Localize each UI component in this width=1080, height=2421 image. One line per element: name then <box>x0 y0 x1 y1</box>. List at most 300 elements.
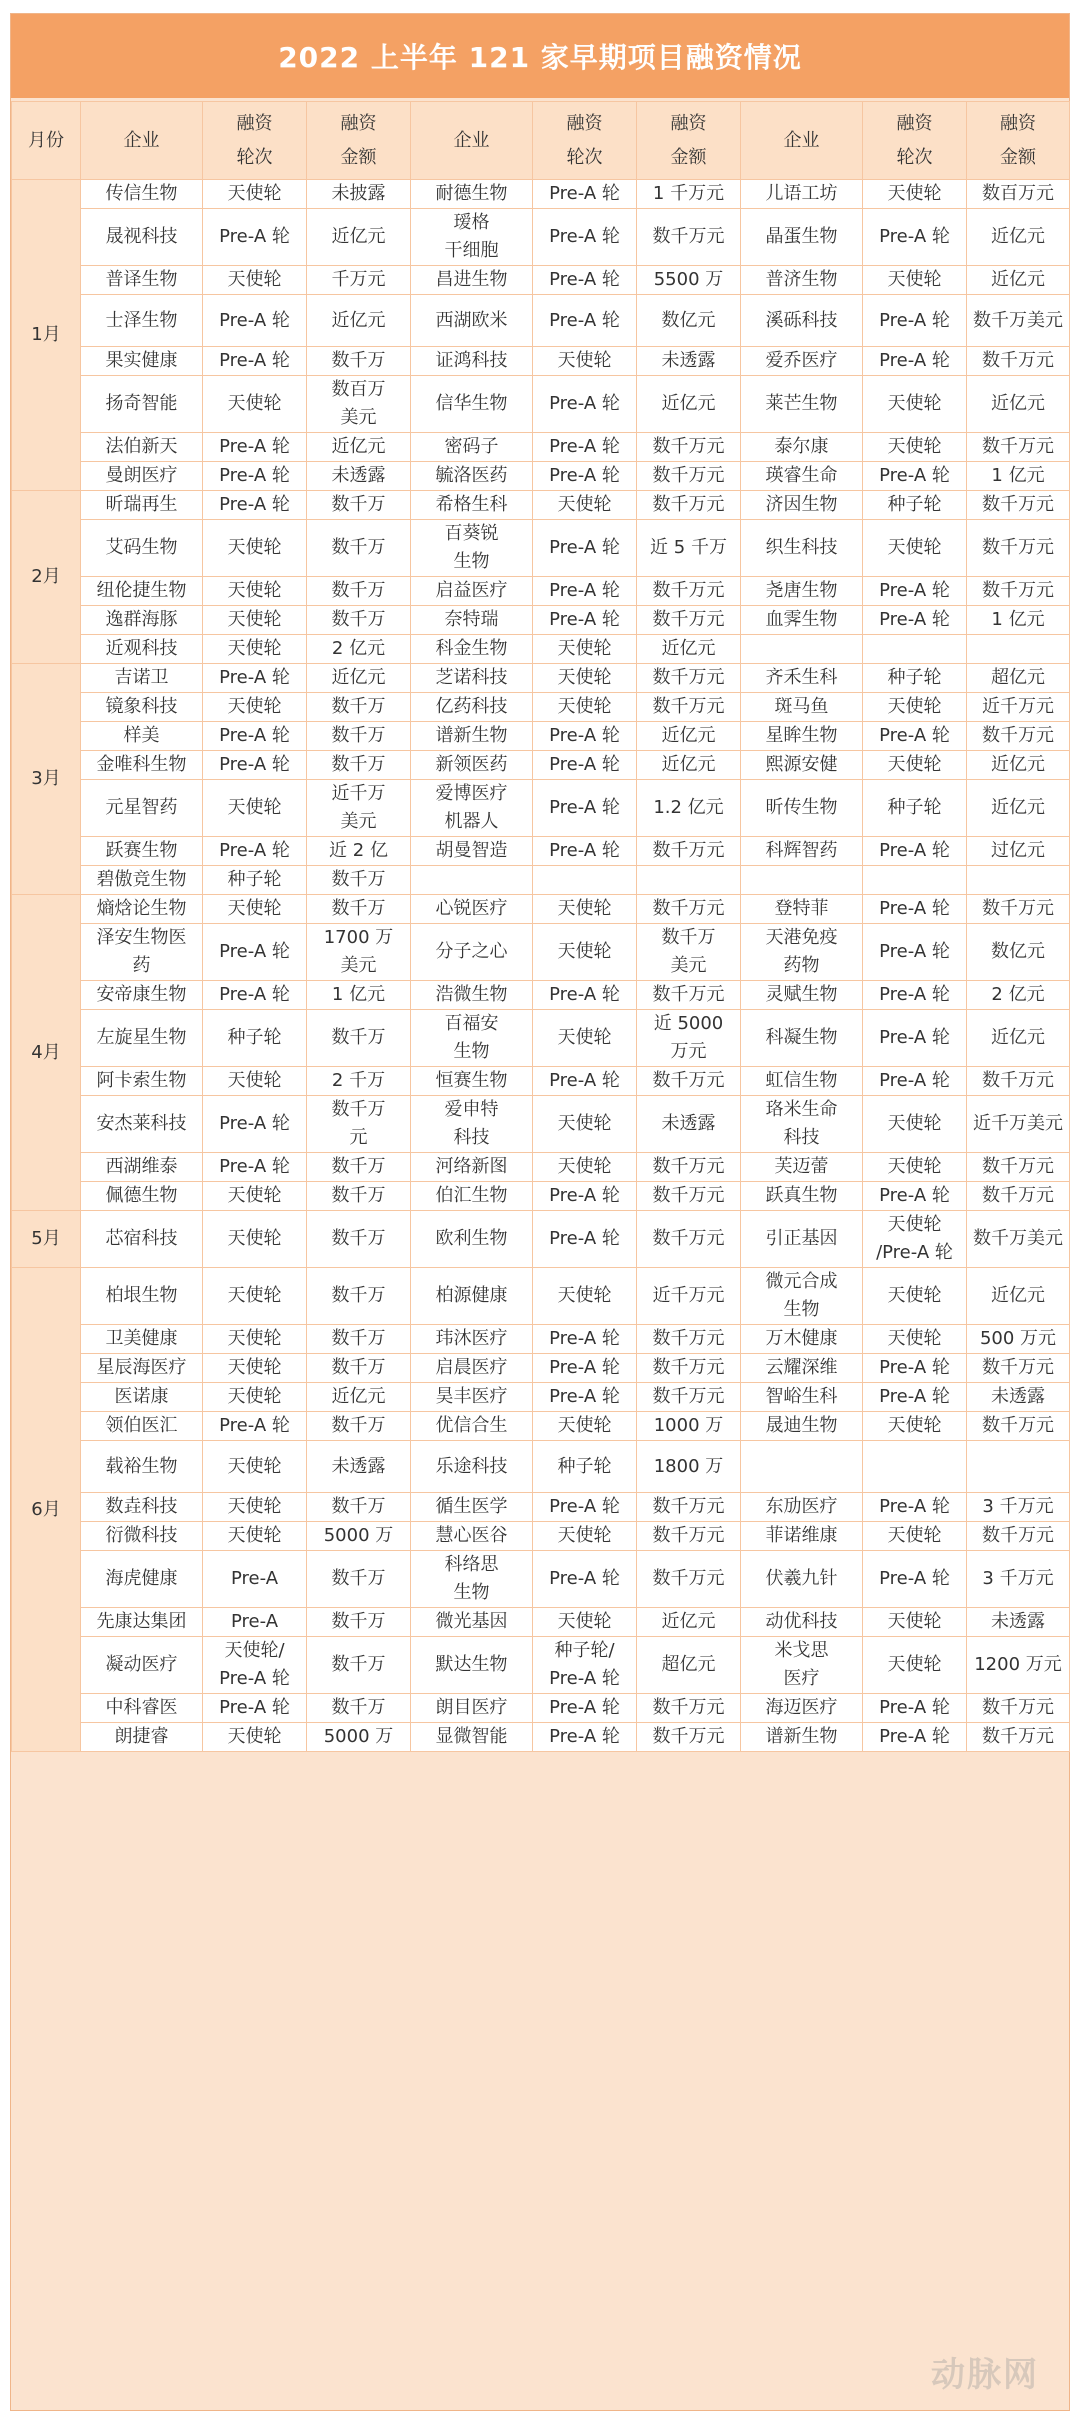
amount-cell: 近亿元 <box>967 209 1070 266</box>
round-cell: Pre-A 轮 <box>863 1354 967 1383</box>
amount-cell: 数千万 <box>307 751 411 780</box>
round-cell: Pre-A 轮 <box>203 1153 307 1182</box>
table-row <box>12 924 1070 981</box>
round-cell: Pre-A 轮 <box>533 722 637 751</box>
round-cell: Pre-A 轮 <box>203 462 307 491</box>
round-cell <box>533 866 637 895</box>
amount-cell: 数千万 <box>307 1354 411 1383</box>
round-cell: 天使轮 <box>863 1522 967 1551</box>
amount-cell: 数千万元 <box>637 1211 741 1268</box>
amount-cell: 近亿元 <box>637 722 741 751</box>
header-round: 融资 轮次 <box>863 102 967 180</box>
amount-cell: 数千万元 <box>637 1493 741 1522</box>
company-cell: 谱新生物 <box>741 1723 863 1752</box>
round-cell: Pre-A <box>203 1608 307 1637</box>
round-cell: Pre-A 轮 <box>203 722 307 751</box>
amount-cell: 近 5000 万元 <box>637 1010 741 1067</box>
table-row <box>12 462 1070 491</box>
company-cell: 海迈医疗 <box>741 1694 863 1723</box>
company-cell: 浩微生物 <box>411 981 533 1010</box>
round-cell <box>863 866 967 895</box>
page-title: 2022 上半年 121 家早期项目融资情况 <box>11 14 1069 98</box>
round-cell: 天使轮 <box>203 1268 307 1325</box>
round-cell: 天使轮 <box>863 520 967 577</box>
round-cell: Pre-A 轮 <box>533 1723 637 1752</box>
amount-cell: 数千万 <box>307 1493 411 1522</box>
company-cell: 溪砾科技 <box>741 295 863 347</box>
amount-cell: 数千万 <box>307 1153 411 1182</box>
amount-cell: 未透露 <box>307 462 411 491</box>
company-cell: 信华生物 <box>411 376 533 433</box>
amount-cell: 数千万 <box>307 895 411 924</box>
table-row <box>12 1694 1070 1723</box>
round-cell: 天使轮 <box>863 1325 967 1354</box>
amount-cell: 数千万元 <box>967 1153 1070 1182</box>
round-cell: Pre-A 轮 <box>203 1412 307 1441</box>
round-cell: 天使轮 <box>203 780 307 837</box>
amount-cell: 近亿元 <box>307 433 411 462</box>
table-row <box>12 1211 1070 1268</box>
amount-cell: 5000 万 <box>307 1723 411 1752</box>
round-cell: Pre-A 轮 <box>863 837 967 866</box>
amount-cell: 近亿元 <box>967 751 1070 780</box>
company-cell: 齐禾生科 <box>741 664 863 693</box>
round-cell: 天使轮 <box>863 751 967 780</box>
round-cell: 天使轮 <box>203 1067 307 1096</box>
company-cell: 菲诺维康 <box>741 1522 863 1551</box>
company-cell: 先康达集团 <box>81 1608 203 1637</box>
amount-cell: 近亿元 <box>637 376 741 433</box>
round-cell: 天使轮 <box>533 664 637 693</box>
amount-cell: 数千万 <box>307 1211 411 1268</box>
company-cell: 芙迈蕾 <box>741 1153 863 1182</box>
amount-cell: 近亿元 <box>307 209 411 266</box>
round-cell: Pre-A 轮 <box>203 433 307 462</box>
company-cell: 引正基因 <box>741 1211 863 1268</box>
company-cell: 吉诺卫 <box>81 664 203 693</box>
company-cell: 跃真生物 <box>741 1182 863 1211</box>
amount-cell: 数百万 美元 <box>307 376 411 433</box>
table-row <box>12 866 1070 895</box>
amount-cell: 数千万元 <box>967 1723 1070 1752</box>
round-cell: 种子轮 <box>203 1010 307 1067</box>
company-cell: 灵赋生物 <box>741 981 863 1010</box>
company-cell: 证鸿科技 <box>411 347 533 376</box>
company-cell: 昕传生物 <box>741 780 863 837</box>
month-cell: 3月 <box>12 664 81 895</box>
watermark-logo: 动脉网 <box>931 2355 1039 2395</box>
round-cell: 天使轮 <box>863 1153 967 1182</box>
company-cell: 伯汇生物 <box>411 1182 533 1211</box>
company-cell: 玮沐医疗 <box>411 1325 533 1354</box>
month-cell: 4月 <box>12 895 81 1211</box>
company-cell: 科金生物 <box>411 635 533 664</box>
amount-cell: 近千万元 <box>637 1268 741 1325</box>
amount-cell: 近 5 千万 <box>637 520 741 577</box>
amount-cell: 数千万 <box>307 577 411 606</box>
amount-cell <box>967 1441 1070 1493</box>
company-cell: 泰尔康 <box>741 433 863 462</box>
amount-cell: 数千万元 <box>637 1723 741 1752</box>
amount-cell: 数千万元 <box>637 693 741 722</box>
round-cell: Pre-A 轮 <box>533 1325 637 1354</box>
round-cell: Pre-A 轮 <box>533 1211 637 1268</box>
table-row <box>12 1383 1070 1412</box>
company-cell: 科凝生物 <box>741 1010 863 1067</box>
round-cell <box>863 635 967 664</box>
amount-cell: 数千万 元 <box>307 1096 411 1153</box>
company-cell: 百葵锐 生物 <box>411 520 533 577</box>
round-cell: 天使轮 <box>533 1268 637 1325</box>
company-cell: 曼朗医疗 <box>81 462 203 491</box>
company-cell: 纽伦捷生物 <box>81 577 203 606</box>
company-cell: 跃赛生物 <box>81 837 203 866</box>
round-cell: 天使轮 <box>203 266 307 295</box>
company-cell: 东劢医疗 <box>741 1493 863 1522</box>
company-cell: 果实健康 <box>81 347 203 376</box>
round-cell: Pre-A 轮 <box>533 266 637 295</box>
amount-cell: 未透露 <box>307 1441 411 1493</box>
company-cell: 伏羲九针 <box>741 1551 863 1608</box>
amount-cell: 数千万元 <box>967 1182 1070 1211</box>
round-cell: Pre-A 轮 <box>203 924 307 981</box>
company-cell: 斑马鱼 <box>741 693 863 722</box>
round-cell: Pre-A 轮 <box>203 1694 307 1723</box>
round-cell: 种子轮 <box>203 866 307 895</box>
company-cell: 熙源安健 <box>741 751 863 780</box>
company-cell: 瑛睿生命 <box>741 462 863 491</box>
round-cell: Pre-A 轮 <box>863 1694 967 1723</box>
company-cell: 心锐医疗 <box>411 895 533 924</box>
amount-cell: 数千万 <box>307 1608 411 1637</box>
company-cell: 慧心医谷 <box>411 1522 533 1551</box>
table-row <box>12 780 1070 837</box>
amount-cell: 数亿元 <box>637 295 741 347</box>
table-row <box>12 347 1070 376</box>
round-cell: 天使轮 <box>863 693 967 722</box>
amount-cell: 近亿元 <box>967 780 1070 837</box>
company-cell: 星辰海医疗 <box>81 1354 203 1383</box>
header-month: 月份 <box>12 102 81 180</box>
table-row <box>12 1096 1070 1153</box>
round-cell: Pre-A 轮 <box>863 895 967 924</box>
amount-cell: 数千万 <box>307 491 411 520</box>
amount-cell: 1800 万 <box>637 1441 741 1493</box>
company-cell: 微元合成 生物 <box>741 1268 863 1325</box>
round-cell: 天使轮 <box>863 266 967 295</box>
company-cell: 济因生物 <box>741 491 863 520</box>
table-row <box>12 1067 1070 1096</box>
round-cell: Pre-A 轮 <box>533 520 637 577</box>
table-row <box>12 180 1070 209</box>
amount-cell: 数千万元 <box>967 1354 1070 1383</box>
table-row <box>12 209 1070 266</box>
company-cell: 朗目医疗 <box>411 1694 533 1723</box>
amount-cell: 数千万元 <box>637 1153 741 1182</box>
round-cell: 天使轮 <box>533 1412 637 1441</box>
company-cell: 医诺康 <box>81 1383 203 1412</box>
amount-cell: 1 亿元 <box>967 606 1070 635</box>
company-cell: 芝诺科技 <box>411 664 533 693</box>
round-cell: 天使轮 <box>203 520 307 577</box>
round-cell: 天使轮 <box>863 1412 967 1441</box>
round-cell: 天使轮 <box>203 180 307 209</box>
month-cell: 1月 <box>12 180 81 491</box>
round-cell: 种子轮 <box>863 664 967 693</box>
amount-cell: 数千万 <box>307 1182 411 1211</box>
amount-cell: 2 亿元 <box>307 635 411 664</box>
amount-cell: 数千万 <box>307 722 411 751</box>
round-cell: 天使轮 <box>203 376 307 433</box>
amount-cell: 2 亿元 <box>967 981 1070 1010</box>
company-cell: 朗捷睿 <box>81 1723 203 1752</box>
table-row <box>12 433 1070 462</box>
round-cell: 天使轮 <box>203 1325 307 1354</box>
amount-cell: 数千万元 <box>967 433 1070 462</box>
company-cell: 欧利生物 <box>411 1211 533 1268</box>
table-row <box>12 1493 1070 1522</box>
company-cell: 毓洛医药 <box>411 462 533 491</box>
header-row <box>12 102 1070 180</box>
company-cell: 中科睿医 <box>81 1694 203 1723</box>
company-cell <box>411 866 533 895</box>
company-cell: 扬奇智能 <box>81 376 203 433</box>
round-cell: Pre-A 轮 <box>863 1493 967 1522</box>
amount-cell <box>637 866 741 895</box>
round-cell: Pre-A 轮 <box>533 376 637 433</box>
round-cell: Pre-A 轮 <box>863 924 967 981</box>
round-cell: Pre-A 轮 <box>533 209 637 266</box>
amount-cell: 数千万 <box>307 693 411 722</box>
round-cell: Pre-A 轮 <box>533 837 637 866</box>
round-cell: 天使轮 <box>203 577 307 606</box>
round-cell: 天使轮 <box>863 1637 967 1694</box>
table-row <box>12 1412 1070 1441</box>
round-cell: 天使轮 <box>203 606 307 635</box>
company-cell: 瑷格 干细胞 <box>411 209 533 266</box>
table-row <box>12 1325 1070 1354</box>
round-cell: 天使轮 <box>863 180 967 209</box>
company-cell: 显微智能 <box>411 1723 533 1752</box>
amount-cell: 超亿元 <box>967 664 1070 693</box>
table-row <box>12 693 1070 722</box>
amount-cell <box>967 866 1070 895</box>
company-cell: 元星智药 <box>81 780 203 837</box>
amount-cell: 近千万元 <box>967 693 1070 722</box>
round-cell: 天使轮 <box>863 376 967 433</box>
table-row <box>12 895 1070 924</box>
company-cell: 晟迪生物 <box>741 1412 863 1441</box>
amount-cell: 数千万元 <box>637 1325 741 1354</box>
round-cell <box>863 1441 967 1493</box>
header-amount: 融资 金额 <box>637 102 741 180</box>
round-cell: Pre-A 轮 <box>533 1694 637 1723</box>
company-cell: 昊丰医疗 <box>411 1383 533 1412</box>
amount-cell: 近亿元 <box>967 1010 1070 1067</box>
round-cell: 天使轮 <box>533 693 637 722</box>
amount-cell: 数千万元 <box>637 895 741 924</box>
round-cell: Pre-A 轮 <box>863 347 967 376</box>
amount-cell: 1.2 亿元 <box>637 780 741 837</box>
company-cell: 碧傲竞生物 <box>81 866 203 895</box>
amount-cell: 3 千万元 <box>967 1551 1070 1608</box>
round-cell: 天使轮 <box>533 1096 637 1153</box>
company-cell: 科辉智药 <box>741 837 863 866</box>
company-cell: 普济生物 <box>741 266 863 295</box>
table-row <box>12 722 1070 751</box>
round-cell: 天使轮 <box>533 491 637 520</box>
amount-cell: 近亿元 <box>637 751 741 780</box>
round-cell: 天使轮/ Pre-A 轮 <box>203 1637 307 1694</box>
company-cell: 星眸生物 <box>741 722 863 751</box>
amount-cell: 数千万元 <box>637 1694 741 1723</box>
company-cell: 乐途科技 <box>411 1441 533 1493</box>
company-cell: 科络思 生物 <box>411 1551 533 1608</box>
round-cell: Pre-A 轮 <box>533 1067 637 1096</box>
amount-cell: 近亿元 <box>637 635 741 664</box>
company-cell: 士泽生物 <box>81 295 203 347</box>
amount-cell: 3 千万元 <box>967 1493 1070 1522</box>
company-cell: 恒赛生物 <box>411 1067 533 1096</box>
company-cell: 泽安生物医 药 <box>81 924 203 981</box>
table-row <box>12 577 1070 606</box>
round-cell: 天使轮 <box>203 895 307 924</box>
round-cell: Pre-A 轮 <box>203 491 307 520</box>
amount-cell: 数千万元 <box>637 577 741 606</box>
header-amount: 融资 金额 <box>967 102 1070 180</box>
table-row <box>12 664 1070 693</box>
round-cell: 天使轮 <box>863 1608 967 1637</box>
round-cell: 天使轮 <box>533 635 637 664</box>
amount-cell: 近千万美元 <box>967 1096 1070 1153</box>
amount-cell: 数千万 <box>307 606 411 635</box>
header-company: 企业 <box>81 102 203 180</box>
round-cell: Pre-A 轮 <box>863 577 967 606</box>
amount-cell: 数千万元 <box>637 837 741 866</box>
amount-cell: 数千万 <box>307 1637 411 1694</box>
amount-cell: 近亿元 <box>307 664 411 693</box>
header-company: 企业 <box>741 102 863 180</box>
amount-cell: 未披露 <box>307 180 411 209</box>
round-cell: 天使轮 <box>203 635 307 664</box>
company-cell: 昕瑞再生 <box>81 491 203 520</box>
amount-cell: 数千万元 <box>967 895 1070 924</box>
table-row <box>12 1608 1070 1637</box>
company-cell: 左旋星生物 <box>81 1010 203 1067</box>
amount-cell: 数千万元 <box>967 1067 1070 1096</box>
header-round: 融资 轮次 <box>533 102 637 180</box>
company-cell: 亿药科技 <box>411 693 533 722</box>
round-cell: Pre-A 轮 <box>203 295 307 347</box>
amount-cell: 数亿元 <box>967 924 1070 981</box>
round-cell: Pre-A 轮 <box>203 751 307 780</box>
company-cell: 阿卡索生物 <box>81 1067 203 1096</box>
round-cell: Pre-A 轮 <box>863 722 967 751</box>
amount-cell: 数千万元 <box>637 981 741 1010</box>
round-cell: Pre-A 轮 <box>533 1551 637 1608</box>
company-cell: 法伯新天 <box>81 433 203 462</box>
company-cell: 密码子 <box>411 433 533 462</box>
table-row <box>12 1441 1070 1493</box>
amount-cell: 数千万元 <box>637 606 741 635</box>
company-cell: 载裕生物 <box>81 1441 203 1493</box>
table-body <box>12 180 1070 1752</box>
company-cell: 逸群海豚 <box>81 606 203 635</box>
amount-cell <box>967 635 1070 664</box>
round-cell: Pre-A 轮 <box>863 1551 967 1608</box>
amount-cell: 超亿元 <box>637 1637 741 1694</box>
amount-cell: 数千万元 <box>967 722 1070 751</box>
company-cell: 金唯科生物 <box>81 751 203 780</box>
round-cell: Pre-A 轮 <box>533 433 637 462</box>
amount-cell: 近亿元 <box>637 1608 741 1637</box>
company-cell: 安帝康生物 <box>81 981 203 1010</box>
company-cell: 凝动医疗 <box>81 1637 203 1694</box>
company-cell: 芯宿科技 <box>81 1211 203 1268</box>
round-cell: Pre-A 轮 <box>203 1096 307 1153</box>
table-row <box>12 1182 1070 1211</box>
month-cell: 2月 <box>12 491 81 664</box>
amount-cell: 数千万元 <box>637 209 741 266</box>
amount-cell: 数千万元 <box>967 347 1070 376</box>
company-cell: 晶蛋生物 <box>741 209 863 266</box>
company-cell <box>741 635 863 664</box>
company-cell: 昌进生物 <box>411 266 533 295</box>
company-cell: 衍微科技 <box>81 1522 203 1551</box>
header-round: 融资 轮次 <box>203 102 307 180</box>
table-row <box>12 1551 1070 1608</box>
amount-cell: 1700 万 美元 <box>307 924 411 981</box>
round-cell: 种子轮 <box>533 1441 637 1493</box>
company-cell: 谱新生物 <box>411 722 533 751</box>
company-cell: 河络新图 <box>411 1153 533 1182</box>
company-cell: 爱申特 科技 <box>411 1096 533 1153</box>
company-cell: 米戈思 医疗 <box>741 1637 863 1694</box>
amount-cell: 数千万元 <box>637 1522 741 1551</box>
round-cell: Pre-A 轮 <box>533 462 637 491</box>
header-company: 企业 <box>411 102 533 180</box>
round-cell: Pre-A 轮 <box>863 295 967 347</box>
amount-cell: 数百万元 <box>967 180 1070 209</box>
amount-cell: 500 万元 <box>967 1325 1070 1354</box>
company-cell: 海虎健康 <box>81 1551 203 1608</box>
amount-cell: 未透露 <box>637 1096 741 1153</box>
round-cell: Pre-A 轮 <box>863 606 967 635</box>
amount-cell: 数千万元 <box>967 577 1070 606</box>
amount-cell: 1 千万元 <box>637 180 741 209</box>
round-cell: Pre-A 轮 <box>863 981 967 1010</box>
round-cell: Pre-A 轮 <box>533 295 637 347</box>
company-cell: 镜象科技 <box>81 693 203 722</box>
company-cell: 样美 <box>81 722 203 751</box>
table-row <box>12 606 1070 635</box>
round-cell: 天使轮 <box>533 1153 637 1182</box>
round-cell: Pre-A 轮 <box>203 347 307 376</box>
amount-cell: 数千万 <box>307 866 411 895</box>
month-cell: 5月 <box>12 1211 81 1268</box>
amount-cell: 数千万 <box>307 1268 411 1325</box>
amount-cell: 近亿元 <box>967 266 1070 295</box>
amount-cell: 5000 万 <box>307 1522 411 1551</box>
company-cell: 优信合生 <box>411 1412 533 1441</box>
company-cell: 西湖维泰 <box>81 1153 203 1182</box>
table-row <box>12 1153 1070 1182</box>
company-cell: 珞米生命 科技 <box>741 1096 863 1153</box>
table-row <box>12 376 1070 433</box>
amount-cell: 数千万 <box>307 520 411 577</box>
table-row <box>12 1268 1070 1325</box>
round-cell: 天使轮 <box>863 1096 967 1153</box>
